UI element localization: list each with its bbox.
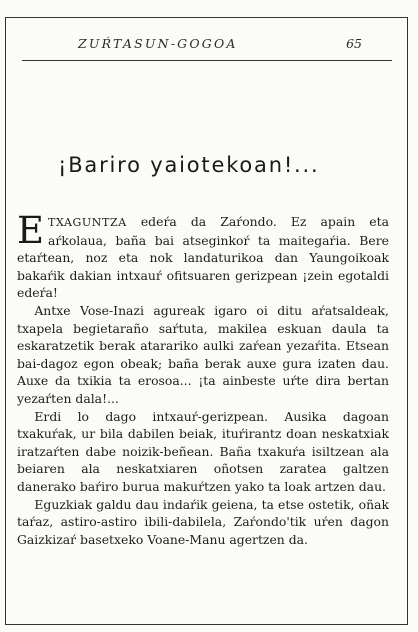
small-caps-word: TXAGUNTZA <box>48 216 127 229</box>
paragraph-1-text: edeŕa da Zaŕondo. Ez apain eta aŕkolaua, baña bai atseginkoŕ ta maitegaŕia. Bere etaŕtean, noz eta nok landaturikoa dan Yaungoikoak bakaŕik dakian intxauŕ ofitsuaren gerizpean ¡zein egotaldi edeŕa! <box>17 214 389 301</box>
body-text <box>17 209 389 548</box>
chapter-title: ¡Bariro yaiotekoan!... <box>58 153 320 177</box>
header-rule <box>22 60 392 61</box>
paragraph-2: Antxe Vose-Inazi agureak igaro oi ditu aŕatsaldeak, txapela begietaraño saŕtuta, makilea eskuan daula ta eskaratzetik berak atarariko aulki zaŕean yezaŕita. Etsean bai-dagoz egon obeak; baña berak auxe gura izaten dau. Auxe da txikia ta erosoa... ¡ta ainbeste uŕte dira bertan yezaŕten dala!... <box>17 302 389 406</box>
running-header: ZUŔTASUN-GOGOA <box>78 36 238 51</box>
page-number: 65 <box>346 36 362 51</box>
paragraph-3: Erdi lo dago intxauŕ-gerizpean. Ausika dagoan txakuŕak, ur bila dabilen beiak, ituŕirantz doan neskatxiak iratzaŕten dabe noizik-beñean. Baña txakuŕa isiltzean ala beiaren ala neskatxiaren oñotsen zaratea galtzen danerako baŕiro burua makuŕtzen yako ta loak artzen dau. <box>17 408 389 494</box>
drop-cap: E <box>17 209 45 252</box>
paragraph-1 <box>17 209 389 302</box>
paragraph-4: Eguzkiak galdu dau indaŕik geiena, ta etse ostetik, oñak taŕaz, astiro-astiro ibili-dabilela, Zaŕondo'tik uŕen dagon Gaizkizaŕ basetxeko Voane-Manu agertzen da. <box>17 496 389 547</box>
